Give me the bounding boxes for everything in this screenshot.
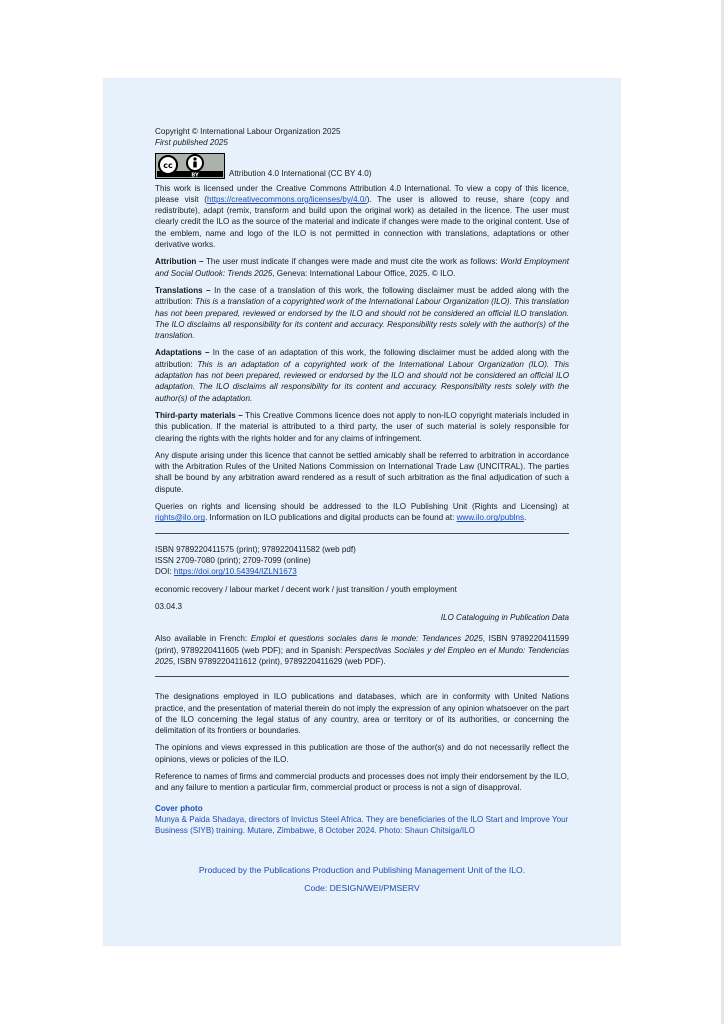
divider	[155, 676, 569, 677]
also-available-paragraph: Also available in French: Emploi et questions sociales dans le monde: Tendances 2025, ISBN 9789220411599 (print), 9789220411605 (web PDF); and in Spanish: Perspectivas Sociales y del Empleo en el Mundo: Tendencias 2025, ISBN 9789220411612 (print), 9789220411629 (web PDF).	[155, 634, 569, 666]
catalog-code: 03.04.3	[155, 601, 183, 611]
design-code: Code: DESIGN/WEI/PMSERV	[304, 882, 420, 893]
cover-photo-caption: Munya & Paida Shadaya, directors of Invictus Steel Africa. They are beneficiaries of the ILO Start and Improve Your Business (SIYB) training. Mutare, Zimbabwe, 8 October 2024. Photo: Shaun Chitsiga/ILO	[155, 814, 569, 836]
third-party-paragraph: Third-party materials – This Creative Commons licence does not apply to non-ILO copyright materials included in this publication. If the material is attributed to a third party, the user of such material is solely responsible for clearing the rights with the rights holder and for any claims of infringement.	[155, 410, 569, 443]
produced-by: Produced by the Publications Production and Publishing Management Unit of the ILO.	[198, 864, 526, 875]
first-published: First published 2025	[155, 138, 228, 148]
keywords-line: economic recovery / labour market / decent work / just transition / youth employment	[155, 584, 457, 594]
issn-line: ISSN 2709-7080 (print); 2709-7099 (online)	[155, 555, 311, 565]
cc-by-icon	[155, 153, 225, 179]
cip-label: ILO Cataloguing in Publication Data	[440, 613, 569, 623]
svg-text:cc: cc	[163, 160, 173, 170]
adaptations-paragraph: Adaptations – In the case of an adaptation of this work, the following disclaimer must be added along with the attribution: This is an adaptation of a copyrighted work of the International Labour Organization (ILO). This adaptation has not been prepared, reviewed or endorsed by the ILO and should not be considered an official ILO adaptation. The ILO disclaims all responsibility for its content and accuracy. Responsibility rests solely with the author(s) of the adaptation.	[155, 348, 569, 403]
licence-label: Attribution 4.0 International (CC BY 4.0)	[229, 168, 372, 178]
divider	[155, 533, 569, 534]
dispute-paragraph: Any dispute arising under this licence that cannot be settled amicably shall be referred to arbitration in accordance with the Arbitration Rules of the United Nations Commission on International Trade Law (UNCITRAL). The parties shall be bound by any arbitration award rendered as a result of such arbitration as the final adjudication of such a dispute.	[155, 450, 569, 494]
imprint-content	[155, 126, 569, 897]
disclaimer-opinions: The opinions and views expressed in this publication are those of the author(s) and do not necessarily reflect the opinions, views or policies of the ILO.	[155, 743, 569, 764]
rights-email-link[interactable]: rights@ilo.org	[155, 513, 206, 523]
doi-line: DOI: https://doi.org/10.54394/IZLN1673	[155, 567, 297, 577]
licence-paragraph: This work is licensed under the Creative Commons Attribution 4.0 International. To view a copy of this licence, please visit (https://creativecommons.org/licenses/by/4.0/). The user is allowed to reuse, share (copy and redistribute), adapt (remix, transform and build upon the original work) as detailed in the licence. The user must clearly credit the ILO as the source of the material and indicate if changes were made to the original content. Use of the emblem, name and logo of the ILO is not permitted in connection with translations, adaptations or other derivative works.	[155, 183, 569, 250]
translations-paragraph: Translations – In the case of a translation of this work, the following disclaimer must be added along with the attribution: This is a translation of a copyrighted work of the International Labour Organization (ILO). This translation has not been prepared, reviewed or endorsed by the ILO and should not be considered an official ILO translation. The ILO disclaims all responsibility for its content and accuracy. Responsibility rests solely with the author(s) of the translation.	[155, 285, 570, 341]
publications-link[interactable]: www.ilo.org/publns	[456, 513, 525, 523]
disclaimer-endorsement: Reference to names of firms and commercial products and processes does not imply their endorsement by the ILO, and any failure to mention a particular firm, commercial product or process is not a sign of disapproval.	[155, 772, 569, 793]
doi-link[interactable]: https://doi.org/10.54394/IZLN1673	[173, 567, 297, 577]
cover-photo-title: Cover photo	[155, 803, 203, 813]
cc-licence-link[interactable]: https://creativecommons.org/licenses/by/4.0/	[206, 194, 367, 204]
cc-licence-row	[155, 153, 569, 179]
production-footer	[155, 861, 569, 897]
queries-paragraph: Queries on rights and licensing should be addressed to the ILO Publishing Unit (Rights and Licensing) at rights@ilo.org. Information on ILO publications and digital products can be found at: www.ilo.org/publns.	[155, 502, 569, 523]
copyright-line: Copyright © International Labour Organization 2025	[155, 127, 341, 136]
attribution-paragraph: Attribution – The user must indicate if changes were made and must cite the work as follows: World Employment and Social Outlook: Trends 2025, Geneva: International Labour Office, 2025. © ILO.	[155, 257, 569, 278]
imprint-panel	[103, 78, 621, 946]
disclaimer-designations: The designations employed in ILO publications and databases, which are in conformity with United Nations practice, and the presentation of material therein do not imply the expression of any opinion whatsoever on the part of the ILO concerning the legal status of any country, area or territory or of its authorities, or concerning the delimitation of its frontiers or boundaries.	[155, 692, 569, 736]
svg-text:BY: BY	[191, 171, 199, 178]
isbn-line: ISBN 9789220411575 (print); 9789220411582 (web pdf)	[155, 544, 356, 554]
